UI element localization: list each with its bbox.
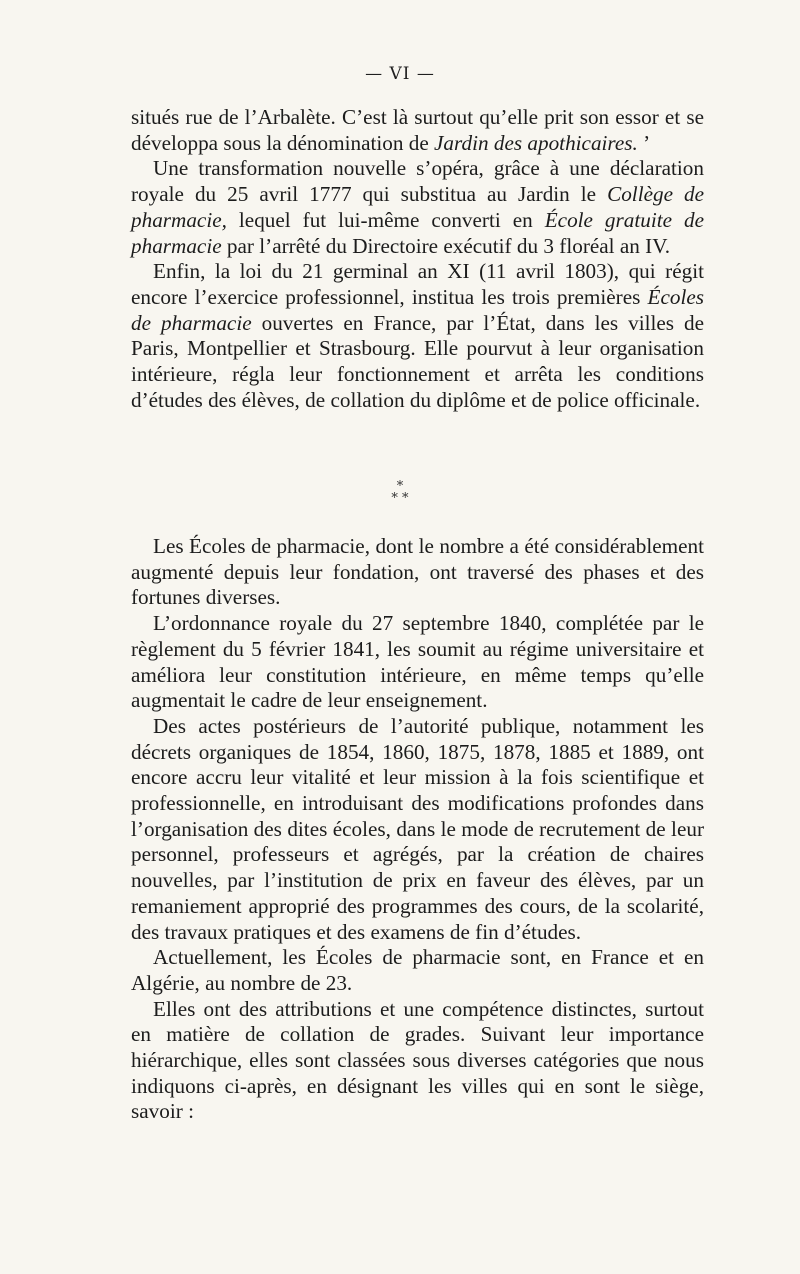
- paragraph-ordonnance: L’ordonnance royale du 27 septembre 1840, complétée par le règlement du 5 février 1841, les soumit au régime universitaire et améliora leur constitution intérieure, en même temps qu’elle augmentait le cadre de leur enseignement.: [131, 611, 704, 713]
- paragraph-continued: [131, 105, 704, 156]
- paragraph-loi-germinal: [131, 259, 704, 413]
- italic-term-ecole-gratuite: École gratuite de pharmacie: [131, 207, 704, 258]
- paragraph-transformation: [131, 156, 704, 259]
- text-run: lequel fut lui-même converti en: [226, 207, 545, 232]
- asterism-separator: [380, 481, 420, 505]
- asterism-bottom: * *: [391, 491, 409, 506]
- italic-term-college: Collège de pharmacie,: [131, 182, 704, 232]
- paragraph-actuellement: Actuellement, les Écoles de pharmacie sont, en France et en Algérie, au nombre de 23.: [131, 945, 704, 995]
- text-run: ’: [637, 130, 651, 155]
- text-run: Une transformation nouvelle s’opéra, grâce à une déclaration royale du 25 avril 1777 qui substitua au Jardin le: [131, 156, 704, 207]
- paragraph-decrets: Des actes postérieurs de l’autorité publique, notamment les décrets organiques de 1854, 1860, 1875, 1878, 1885 et 1889, ont encore accru leur vitalité et leur mission à la fois scientifique et professionnelle, en introduisant des modifications profondes dans l’organisation des dites écoles, dans le mode de recrutement de leur personnel, professeurs et agrégés, par la création de chaires nouvelles, par l’institution de prix en faveur des élèves, par un remaniement approprié des programmes des cours, de la scolarité, des travaux pratiques et des examens de fin d’études.: [131, 713, 704, 944]
- text-run: Enfin, la loi du 21 germinal an XI (11 avril 1803), qui régit encore l’exercice professionnel, institua les trois premières: [131, 259, 704, 309]
- italic-term-ecoles: Écoles de pharmacie: [131, 284, 704, 335]
- paragraph-fortunes: Les Écoles de pharmacie, dont le nombre a été considérablement augmenté depuis leur fondation, ont traversé des phases et des fortunes diverses.: [131, 534, 704, 610]
- italic-term-jardin: Jardin des apothicaires.: [434, 130, 638, 155]
- paragraph-attributions: Elles ont des attributions et une compétence distinctes, surtout en matière de collation de grades. Suivant leur importance hiérarchique, elles sont classées sous diverses catégories que nous indiquons ci-après, en désignant les villes qui en sont le siège, savoir :: [131, 996, 704, 1124]
- text-run: par l’arrêté du Directoire exécutif du 3 floréal an IV.: [221, 233, 671, 258]
- text-section-ecoles: [131, 534, 704, 1125]
- text-run: situés rue de l’Arbalète. C’est là surtout qu’elle prit son essor et se développa sous la dénomination de: [131, 105, 704, 155]
- text-section-history: [131, 105, 704, 413]
- page-number: — VI —: [365, 64, 435, 84]
- text-run: ouvertes en France, par l’État, dans les villes de Paris, Montpellier et Strasbourg. Elle pourvut à leur organisation intérieure, régla leur fonctionnement et arrêta les conditions d’études des élèves, de collation du diplôme et de police officinale.: [131, 310, 704, 412]
- asterism-top: *: [396, 479, 404, 494]
